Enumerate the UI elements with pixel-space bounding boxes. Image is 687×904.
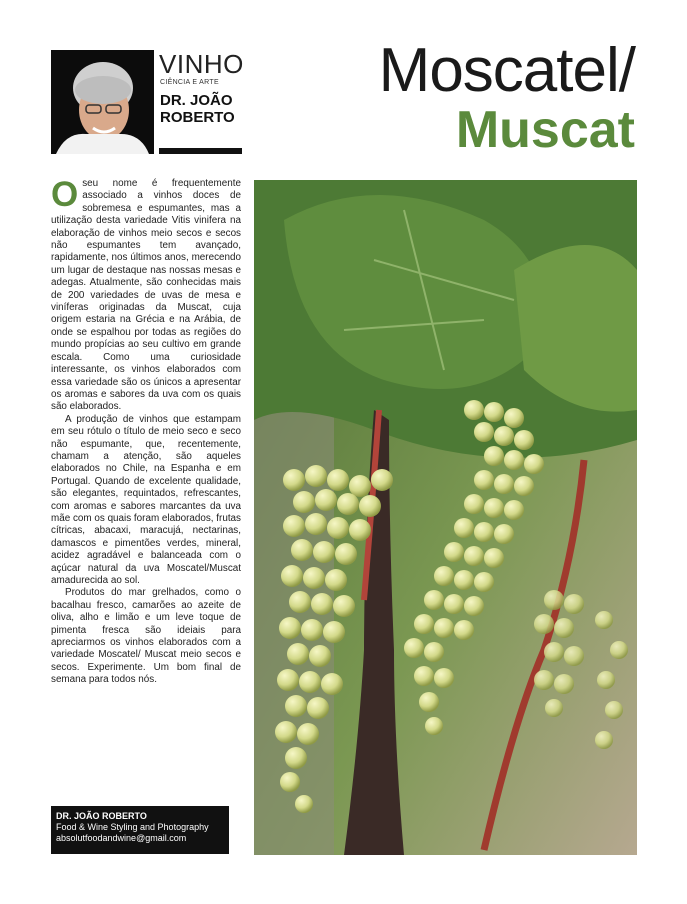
article-paragraph-2: A produção de vinhos que estampam em seu rótulo o título de meio seco e seco não espumante, que, recentemente, chamam a atenção, são aqueles elaborados no Chile, na Espanha e em Portugal. Quando de excelente qualidade, são elegantes, requintados, refrescantes, com aromas e sabores marcantes da uva mãe com os quais foram elaborados, frutas cítricas, abacaxi, maracujá, nectarinas, damascos e pimentões verdes, mineral, acidez agradável e balanceada com o açúcar natural da uva Moscatel/Muscat amadurecida ao sol.	[51, 413, 241, 586]
credit-role: Food & Wine Styling and Photography	[56, 822, 209, 832]
column-subtitle: CIÊNCIA E ARTE	[160, 79, 219, 86]
article-paragraph-1	[51, 175, 241, 414]
author-name-line2: ROBERTO	[160, 109, 235, 126]
credit-email[interactable]: absolutfoodandwine@gmail.com	[56, 833, 187, 843]
grape-vine-image	[254, 180, 637, 855]
credit-name: DR. JOÃO ROBERTO	[56, 811, 147, 821]
article-paragraph-3: Produtos do mar grelhados, como o bacalhau fresco, camarões ao azeite de oliva, alho e limão e um leve toque de pimenta fresca são ideiais para apreciarmos os vinhos elaborados com a variedade Moscatel/ Muscat meio secos e secos. Experimente. Um bom final de semana para todos nós.	[51, 587, 241, 686]
author-name-line1: DR. JOÃO	[160, 92, 233, 109]
grape-photo	[254, 180, 637, 855]
author-credit-box	[51, 806, 229, 854]
column-name: VINHO	[159, 49, 244, 79]
column-author	[160, 92, 250, 126]
drop-cap: O	[51, 175, 79, 214]
article-body	[51, 175, 241, 687]
author-portrait	[51, 50, 154, 154]
article-title-line2: Muscat	[455, 101, 635, 159]
author-portrait-image	[51, 50, 154, 154]
article-title-line1: Moscatel/	[378, 36, 635, 105]
paragraph-1-text: seu nome é frequentemente associado a vinhos doces de sobremesa e espumantes, mas a utilização desta variedade Vitis vinifera na elaboração de vinhos meio secos e secos não espumantes tem avançado, rapidamente, nos últimos anos, merecendo um lugar de destaque nas nossas mesas e adegas. Atualmente, são conhecidas mais de 200 variedades de uvas de mesa e viníferas originadas da Muscat, cuja origem estaria na Grécia e na Arábia, de onde se espalhou por todas as regiões do mundo propícias ao seu cultivo em grande escala. Como uma curiosidade interessante, os vinhos elaborados com essa variedade são os únicos a apresentar os aromas e sabores da uva com os quais são elaborados.	[51, 178, 241, 413]
header-divider	[159, 148, 242, 154]
